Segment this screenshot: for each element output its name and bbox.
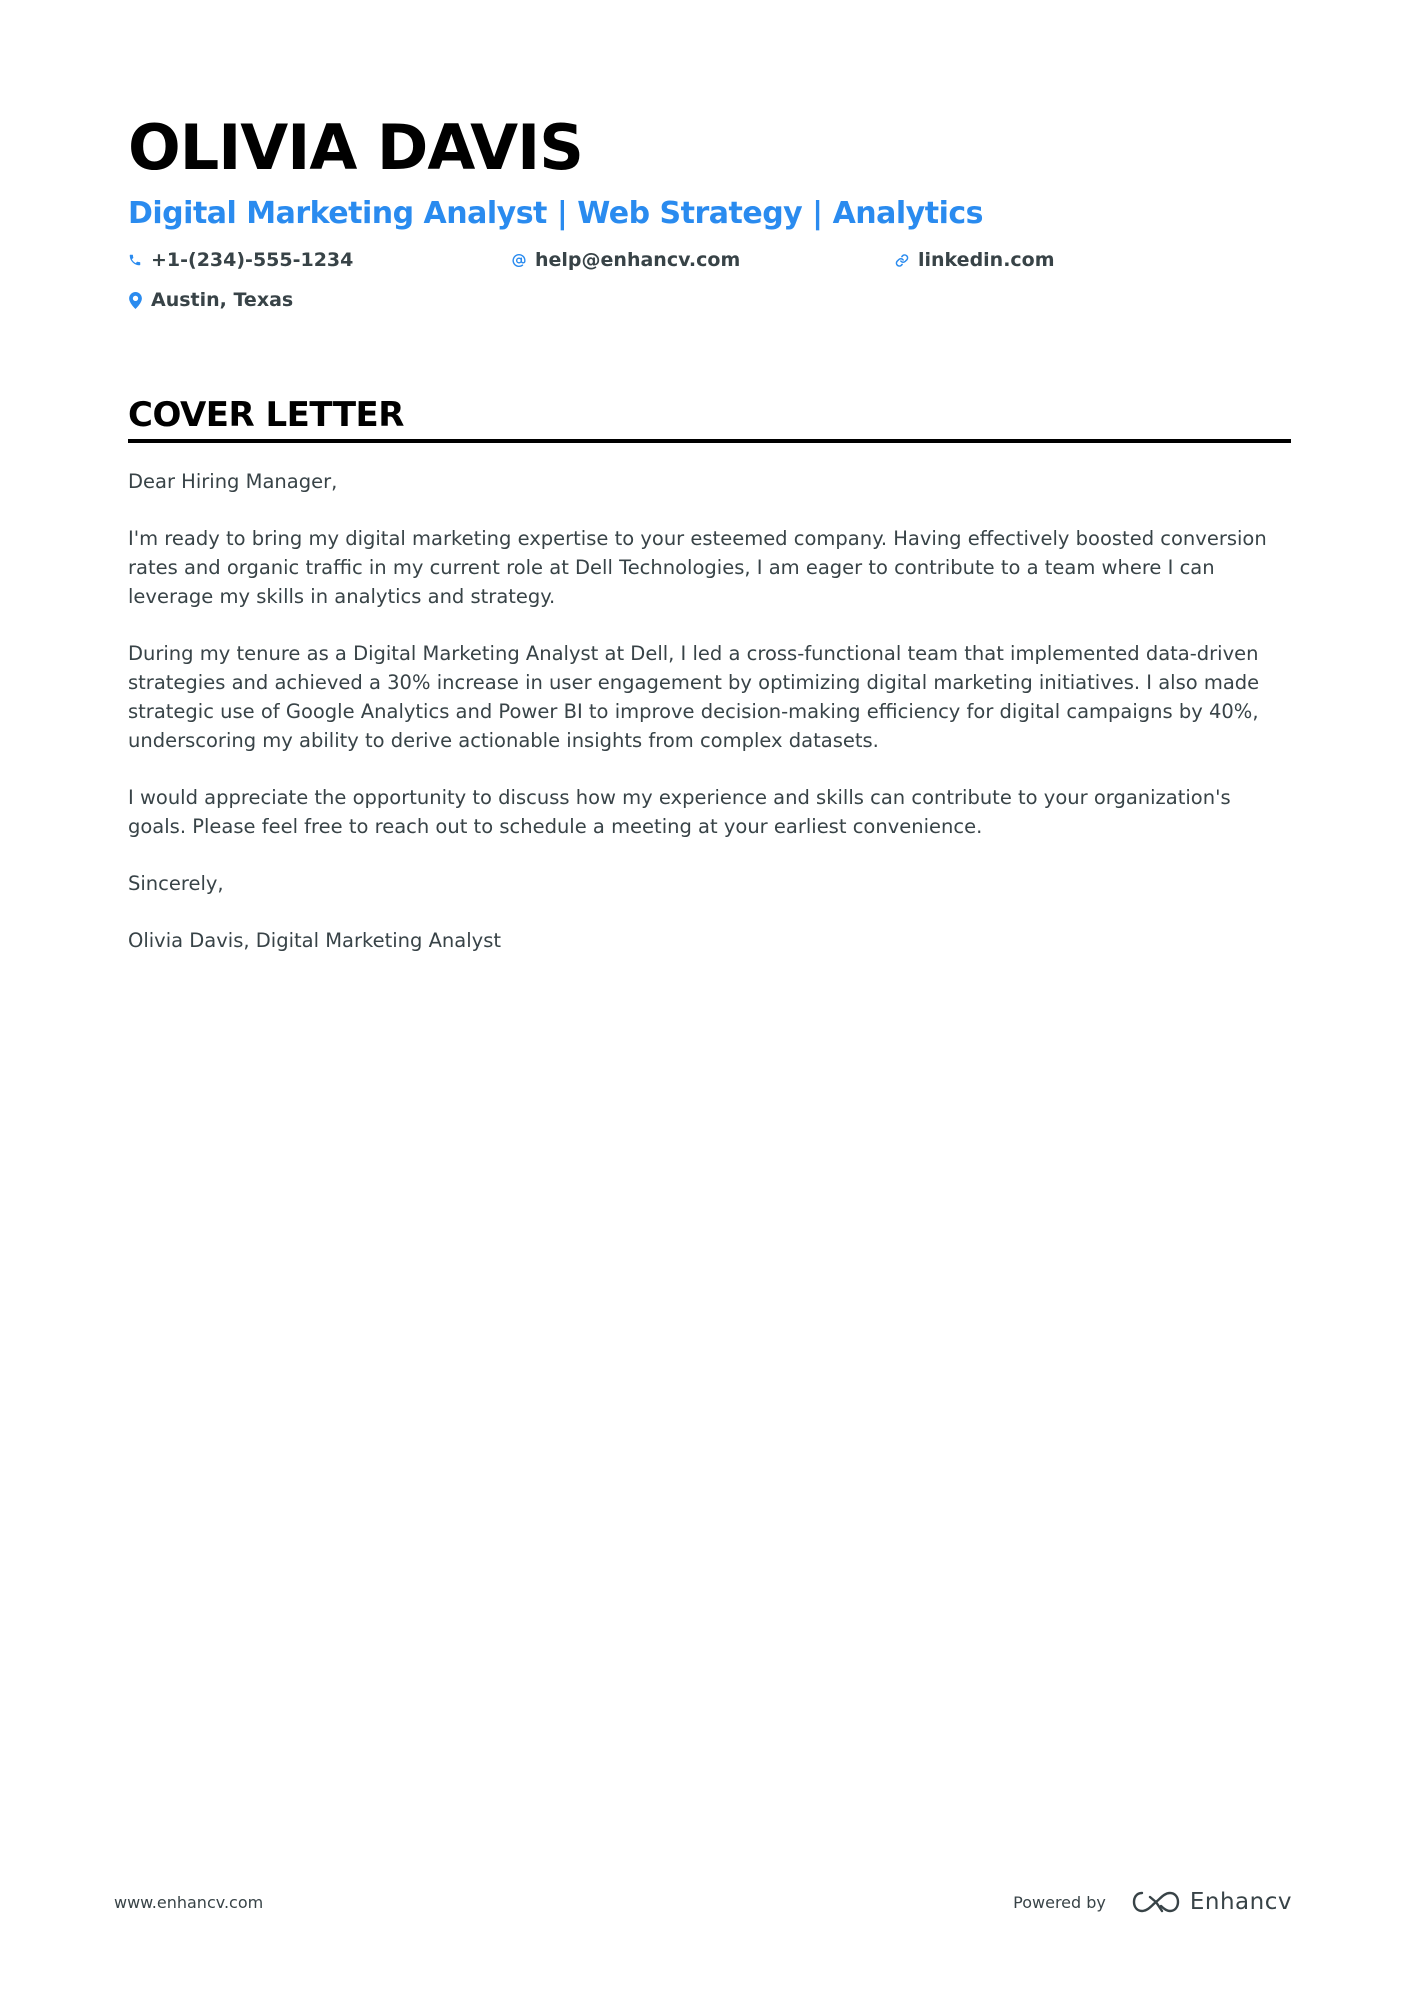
letter-greeting: Dear Hiring Manager, <box>128 470 338 493</box>
phone-icon <box>128 251 142 269</box>
footer-branding <box>1013 1889 1292 1915</box>
candidate-title: Digital Marketing Analyst | Web Strategy | Analytics <box>128 196 984 231</box>
enhancv-logo-icon <box>1132 1889 1180 1915</box>
section-divider <box>128 439 1291 443</box>
powered-by-label: Powered by <box>1013 1892 1106 1912</box>
location-text: Austin, Texas <box>151 289 294 311</box>
letter-closing: Sincerely, <box>128 872 224 895</box>
link-text: linkedin.com <box>918 249 1055 271</box>
contact-link[interactable] <box>895 246 1055 274</box>
cover-letter-section <box>128 393 1291 983</box>
resume-header <box>128 108 1291 326</box>
letter-paragraph: I would appreciate the opportunity to discuss how my experience and skills can contribute to your organization's goals. Please feel free to reach out to schedule a meeting at your earliest convenience. <box>128 786 1231 838</box>
contact-info <box>128 246 1291 326</box>
contact-email[interactable] <box>512 246 740 274</box>
enhancv-logo-text: Enhancv <box>1189 1889 1292 1915</box>
link-icon <box>895 251 909 269</box>
section-title: COVER LETTER <box>128 395 404 435</box>
map-pin-icon <box>128 291 142 309</box>
candidate-name: OLIVIA DAVIS <box>128 111 583 184</box>
letter-paragraph: I'm ready to bring my digital marketing expertise to your esteemed company. Having effectively boosted conversion rates and organic traffic in my current role at Dell Technologies, I am eager to contribute to a team where I can leverage my skills in analytics and strategy. <box>128 527 1267 608</box>
contact-phone[interactable] <box>128 246 353 274</box>
phone-text: +1-(234)-555-1234 <box>151 249 354 271</box>
footer-website[interactable]: www.enhancv.com <box>114 1893 264 1912</box>
contact-location <box>128 286 293 314</box>
at-sign-icon <box>512 251 526 269</box>
letter-paragraph: During my tenure as a Digital Marketing Analyst at Dell, I led a cross-functional team that implemented data-driven strategies and achieved a 30% increase in user engagement by optimizing digital marketing initiatives. I also made strategic use of Google Analytics and Power BI to improve decision-making efficiency for digital campaigns by 40%, underscoring my ability to derive actionable insights from complex datasets. <box>128 642 1260 752</box>
letter-body <box>128 467 1291 955</box>
email-text: help@enhancv.com <box>535 249 741 271</box>
letter-signature: Olivia Davis, Digital Marketing Analyst <box>128 929 502 952</box>
